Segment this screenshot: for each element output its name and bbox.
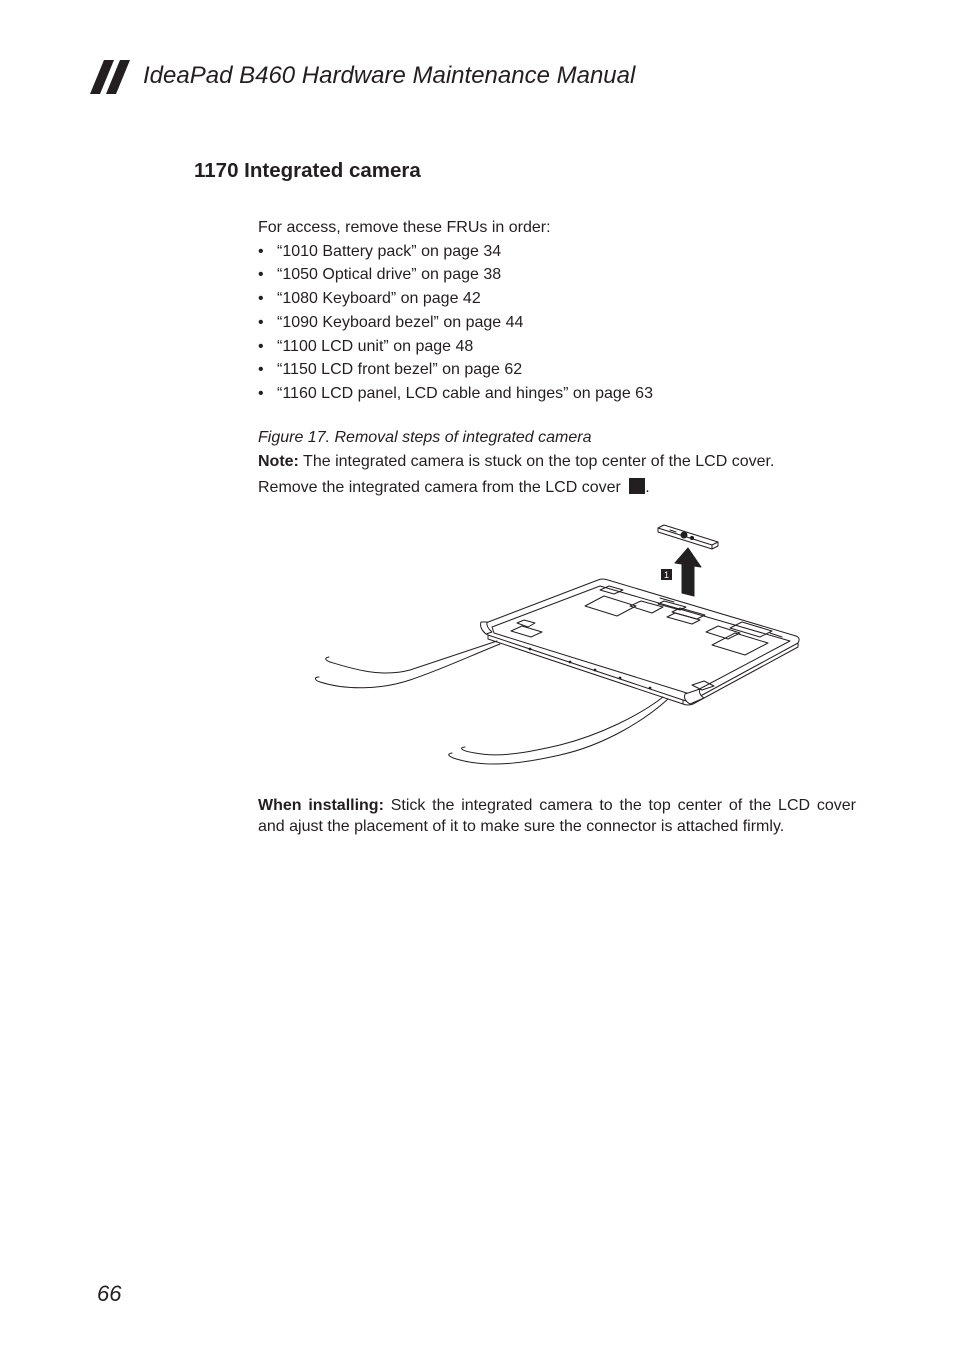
fru-link-text: “1090 Keyboard bezel” on page 44 bbox=[277, 313, 524, 331]
removal-instruction bbox=[258, 478, 650, 497]
list-item bbox=[258, 311, 856, 335]
fru-link-text: “1100 LCD unit” on page 48 bbox=[277, 337, 474, 355]
bullet-icon: • bbox=[258, 242, 264, 260]
note-label: Note: bbox=[258, 453, 299, 470]
bullet-icon: • bbox=[258, 290, 264, 308]
page-number: 66 bbox=[97, 1281, 122, 1306]
install-text: Stick the integrated camera to the top center of the LCD cover and ajust the placement of it to make sure the connector is attached firmly. bbox=[258, 797, 856, 835]
bullet-icon: • bbox=[258, 384, 264, 402]
figure-caption: Figure 17. Removal steps of integrated camera bbox=[258, 429, 592, 446]
list-item bbox=[258, 335, 856, 359]
section-heading: 1170 Integrated camera bbox=[194, 159, 421, 182]
list-item bbox=[258, 358, 856, 382]
note bbox=[258, 453, 774, 471]
arrow-up-icon bbox=[675, 548, 701, 596]
bullet-icon: • bbox=[258, 361, 264, 379]
list-item bbox=[258, 382, 856, 406]
camera-module-icon bbox=[658, 525, 718, 549]
fru-link-text: “1080 Keyboard” on page 42 bbox=[277, 290, 481, 308]
fru-link-text: “1160 LCD panel, LCD cable and hinges” on page 63 bbox=[277, 384, 653, 402]
bullet-icon: • bbox=[258, 313, 264, 331]
removal-end: . bbox=[645, 479, 650, 496]
fru-link-text: “1150 LCD front bezel” on page 62 bbox=[277, 361, 523, 379]
fru-link-text: “1010 Battery pack” on page 34 bbox=[277, 242, 502, 260]
bullet-icon: • bbox=[258, 337, 264, 355]
access-intro: For access, remove these FRUs in order: bbox=[258, 219, 551, 236]
manual-title: IdeaPad B460 Hardware Maintenance Manual bbox=[143, 62, 636, 89]
fru-access-block bbox=[258, 216, 856, 406]
list-item bbox=[258, 287, 856, 311]
list-item bbox=[258, 240, 856, 264]
double-slash-logo-icon bbox=[90, 60, 134, 94]
step-marker-icon bbox=[629, 478, 645, 494]
install-label: When installing: bbox=[258, 797, 384, 814]
removal-text: Remove the integrated camera from the LCD cover bbox=[258, 479, 626, 496]
note-text: The integrated camera is stuck on the top center of the LCD cover. bbox=[298, 453, 775, 470]
step-marker-label: 1 bbox=[663, 570, 670, 580]
fru-list bbox=[258, 240, 856, 406]
installation-note bbox=[258, 796, 856, 838]
bullet-icon: • bbox=[258, 266, 264, 284]
fru-link-text: “1050 Optical drive” on page 38 bbox=[277, 266, 502, 284]
lcd-cover-camera-illustration bbox=[300, 515, 820, 775]
step-1-marker-icon bbox=[661, 569, 672, 580]
list-item bbox=[258, 263, 856, 287]
